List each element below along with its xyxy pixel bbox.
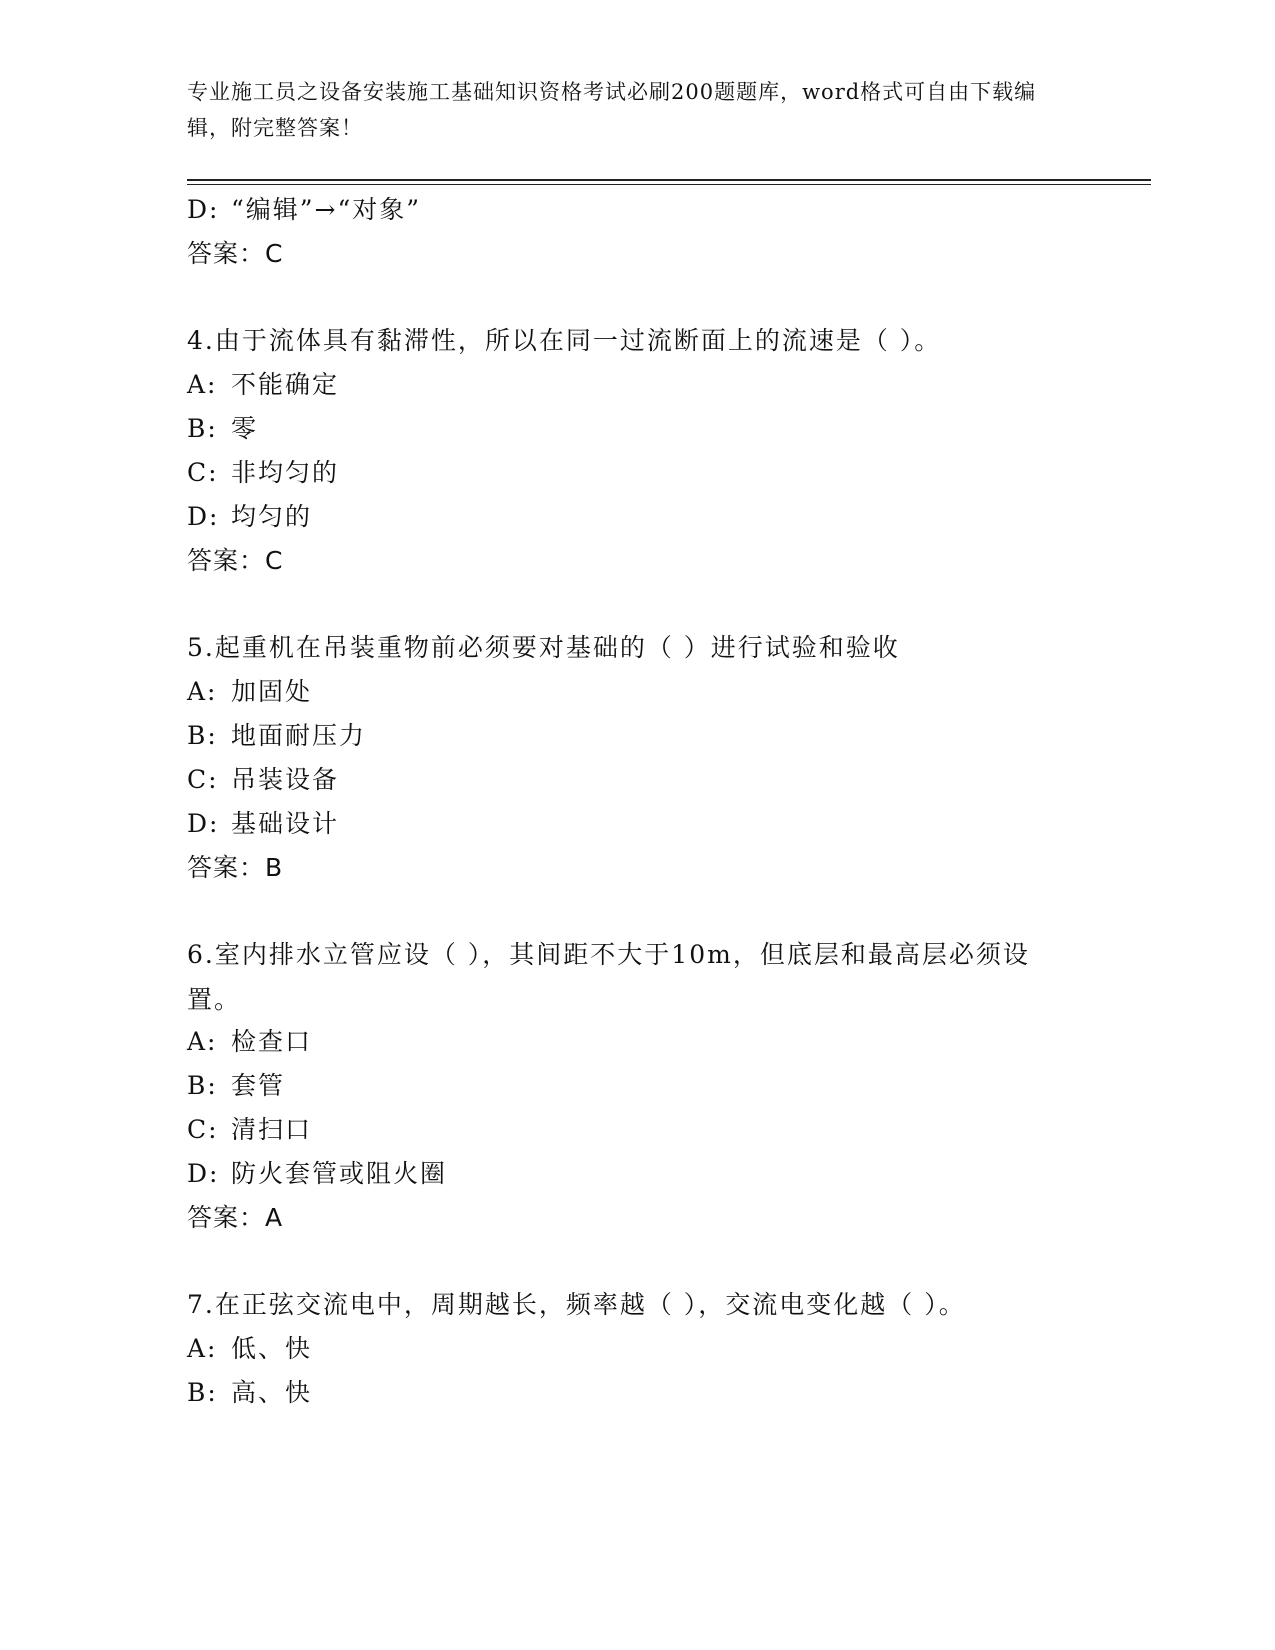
option-text: 零 [231,414,259,443]
prev-option-d [187,194,421,226]
question-5-answer: 答案：B [187,853,284,882]
question-6-stem: 6.室内排水立管应设（ ），其间距不大于10m，但底层和最高层必须设置。 [187,940,1030,1014]
question-5-option-d [187,808,339,840]
question-6-option-c [187,1114,312,1146]
option-text: 地面耐压力 [231,721,367,750]
question-4-option-b [187,413,258,445]
question-5-option-c [187,764,339,796]
option-letter: A: [187,1334,218,1363]
option-text: 清扫口 [231,1115,313,1144]
option-letter: A: [187,370,218,399]
question-6-option-d [187,1158,447,1190]
option-text: 基础设计 [231,809,340,838]
question-4-option-d [187,501,312,533]
option-text: 套管 [231,1071,286,1100]
question-6-answer: 答案：A [187,1203,284,1232]
question-4-option-c [187,457,339,489]
option-letter: B: [187,414,218,443]
option-letter: C: [187,458,219,487]
option-letter: D: [187,809,220,838]
option-text: “编辑”→“对象” [231,195,422,224]
option-letter: B: [187,721,218,750]
option-letter: C: [187,1115,219,1144]
option-text: 吊装设备 [231,765,340,794]
option-letter: D: [187,502,220,531]
option-letter: A: [187,677,218,706]
question-5-option-a [187,676,312,708]
option-text: 高、快 [231,1378,313,1407]
header-divider-thin [187,184,1151,185]
question-5-stem: 5.起重机在吊装重物前必须要对基础的（ ）进行试验和验收 [187,633,900,662]
question-7-option-a [187,1333,312,1365]
option-letter: C: [187,765,219,794]
header-divider-thick [187,179,1151,181]
option-letter: D: [187,1159,220,1188]
option-letter: B: [187,1071,218,1100]
document-header-title: 专业施工员之设备安装施工基础知识资格考试必刷200题题库，word格式可自由下载编辑，附完整答案！ [187,80,1037,140]
option-text: 均匀的 [231,502,313,531]
question-5-option-b [187,720,366,752]
question-4-stem: 4.由于流体具有黏滞性，所以在同一过流断面上的流速是（ ）。 [187,326,942,355]
option-text: 加固处 [231,677,313,706]
option-text: 防火套管或阻火圈 [231,1159,448,1188]
question-4-answer: 答案：C [187,546,284,575]
prev-answer: 答案：C [187,239,284,268]
option-letter: D: [187,195,220,224]
option-text: 非均匀的 [231,458,340,487]
question-4-option-a [187,369,339,401]
option-letter: A: [187,1027,218,1056]
question-6-option-a [187,1026,312,1058]
question-7-stem: 7.在正弦交流电中，周期越长，频率越（ ），交流电变化越（ ）。 [187,1290,966,1319]
question-7-option-b [187,1377,312,1409]
option-letter: B: [187,1378,218,1407]
option-text: 不能确定 [231,370,340,399]
option-text: 低、快 [231,1334,313,1363]
question-6-option-b [187,1070,285,1102]
option-text: 检查口 [231,1027,313,1056]
